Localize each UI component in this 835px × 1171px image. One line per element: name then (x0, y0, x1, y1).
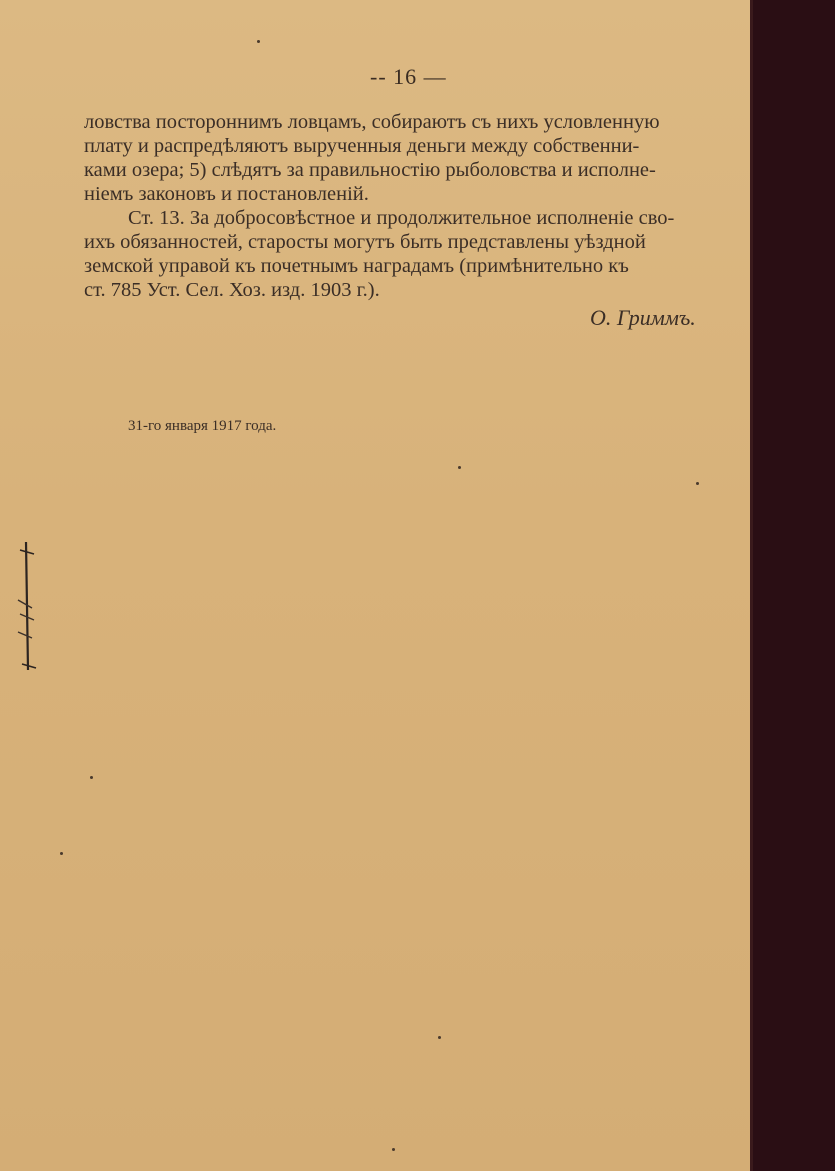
page-number: -- 16 — (370, 64, 447, 89)
body-text (84, 110, 752, 302)
paper-speck (257, 40, 260, 43)
text-line: ст. 785 Уст. Сел. Хоз. изд. 1903 г.). (84, 279, 380, 301)
book-binding (750, 0, 835, 1171)
paper-speck (458, 466, 461, 469)
text-line: ихъ обязанностей, старосты могутъ быть представлены уѣздной (84, 231, 646, 253)
text-line: земской управой къ почетнымъ наградамъ (примѣнительно къ (84, 255, 629, 277)
author-signature: О. Гриммъ. (590, 305, 696, 330)
paper-speck (60, 852, 63, 855)
text-line: ніемъ законовъ и постановленій. (84, 183, 369, 205)
paper-speck (696, 482, 699, 485)
paper-speck (438, 1036, 441, 1039)
text-line: ловства постороннимъ ловцамъ, собираютъ съ нихъ условленную (84, 111, 660, 133)
paper-speck (90, 776, 93, 779)
pencil-margin-mark-icon (14, 540, 44, 675)
paper-speck (392, 1148, 395, 1151)
article-13-first-line: Ст. 13. За добросовѣстное и продолжительное исполненіе сво- (128, 207, 675, 229)
text-line: плату и распредѣляютъ вырученныя деньги между собственни- (84, 135, 640, 157)
document-date: 31-го января 1917 года. (128, 418, 277, 434)
text-line: ками озера; 5) слѣдятъ за правильностію рыболовства и исполне- (84, 159, 656, 181)
